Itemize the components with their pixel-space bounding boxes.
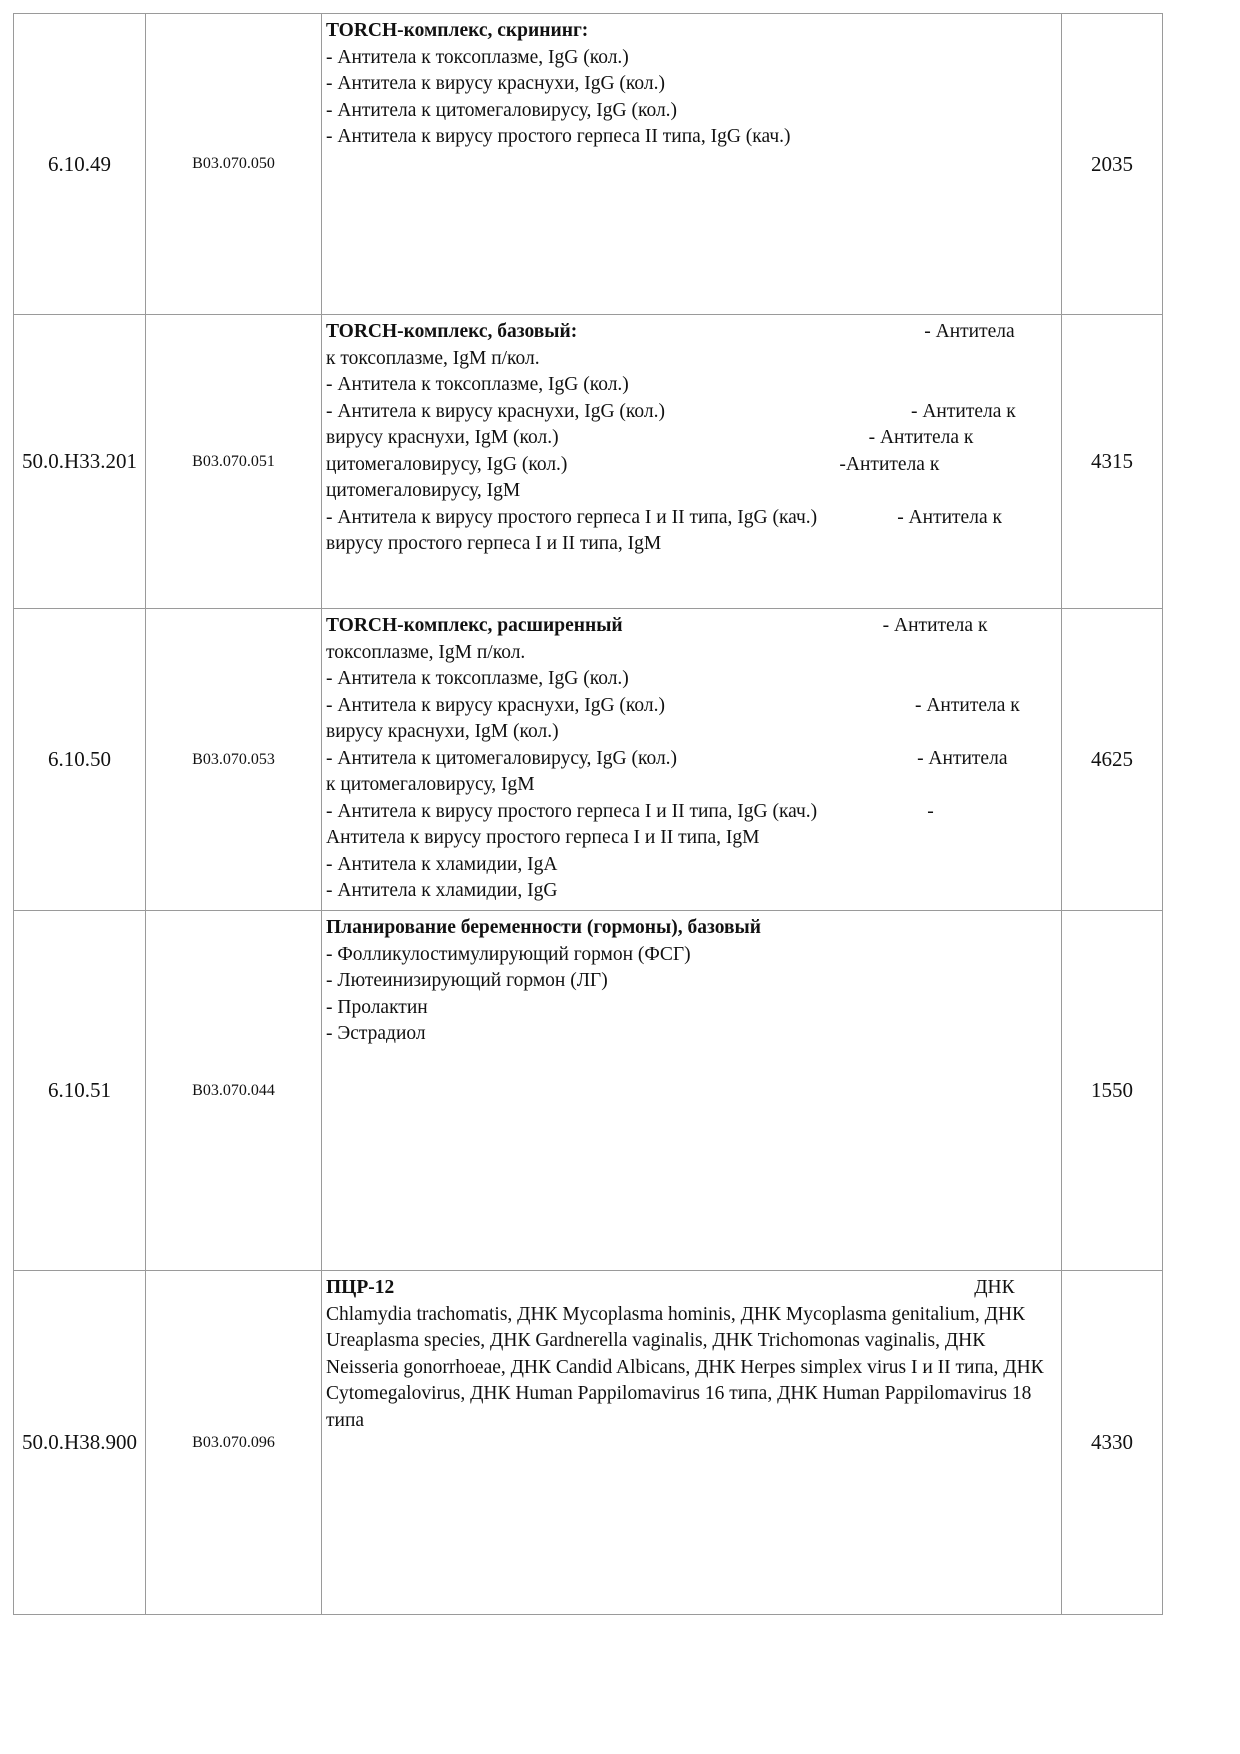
service-component: - Антитела к токсоплазме, IgG (кол.) xyxy=(326,46,629,68)
service-number: 6.10.50 xyxy=(14,609,146,911)
service-code: B03.070.096 xyxy=(146,1271,322,1615)
service-component: - Антитела к xyxy=(897,506,1002,528)
table-row xyxy=(14,911,1163,1271)
service-component: вирусу краснухи, IgM (кол.) xyxy=(326,721,559,742)
service-component: цитомегаловирусу, IgM xyxy=(326,480,521,501)
service-component: - Антитела к xyxy=(914,694,1020,716)
service-component: - Антитела xyxy=(924,321,1015,342)
service-component: - Антитела к вирусу простого герпеса II типа, IgG (кач.) xyxy=(326,126,791,147)
service-code: B03.070.044 xyxy=(146,911,322,1271)
service-price: 4625 xyxy=(1062,609,1163,911)
service-component: -Антитела к xyxy=(839,453,940,475)
service-description xyxy=(322,1271,1062,1615)
service-title: TORCH-комплекс, скрининг: xyxy=(326,20,589,41)
service-number: 6.10.51 xyxy=(14,911,146,1271)
service-component: - Антитела к вирусу краснухи, IgG (кол.) xyxy=(326,400,665,422)
service-price: 4330 xyxy=(1062,1271,1163,1615)
service-component: - Антитела к вирусу простого герпеса I и II типа, IgG (кач.) xyxy=(326,506,818,528)
service-description xyxy=(322,609,1062,911)
service-component: - Антитела к цитомегаловирусу, IgG (кол.) xyxy=(326,99,678,121)
service-component: - xyxy=(927,800,934,822)
service-title: ПЦР-12 xyxy=(326,1277,395,1298)
service-component: токсоплазме, IgM п/кол. xyxy=(326,641,526,663)
service-price: 4315 xyxy=(1062,315,1163,609)
service-code: B03.070.053 xyxy=(146,609,322,911)
service-code: B03.070.050 xyxy=(146,14,322,315)
service-code: B03.070.051 xyxy=(146,315,322,609)
service-component: вирусу простого герпеса I и II типа, IgM xyxy=(326,533,662,554)
service-number: 50.0.H33.201 xyxy=(14,315,146,609)
service-component: - Пролактин xyxy=(326,996,428,1018)
service-component: - Антитела к хламидии, IgA xyxy=(326,853,558,875)
table-row xyxy=(14,609,1163,911)
service-price: 1550 xyxy=(1062,911,1163,1271)
service-number: 50.0.H38.900 xyxy=(14,1271,146,1615)
service-component: - Эстрадиол xyxy=(326,1023,426,1044)
service-component: - Антитела к токсоплазме, IgG (кол.) xyxy=(326,668,629,689)
service-number: 6.10.49 xyxy=(14,14,146,315)
service-component: - Антитела к вирусу простого герпеса I и II типа, IgG (кач.) xyxy=(326,800,818,822)
service-component: - Антитела к хламидии, IgG xyxy=(326,880,558,901)
service-title: Планирование беременности (гормоны), базовый xyxy=(326,917,761,938)
service-description xyxy=(322,14,1062,315)
service-component: к цитомегаловирусу, IgM xyxy=(326,774,535,795)
service-component: - Антитела к вирусу краснухи, IgG (кол.) xyxy=(326,73,665,94)
service-component: ДНК xyxy=(974,1277,1015,1298)
table-row xyxy=(14,1271,1163,1615)
service-component: Антитела к вирусу простого герпеса I и II типа, IgM xyxy=(326,827,760,848)
service-title: TORCH-комплекс, базовый: xyxy=(326,321,578,342)
service-component: - Антитела к цитомегаловирусу, IgG (кол.) xyxy=(326,747,678,769)
price-list-table xyxy=(13,13,1163,1615)
service-description xyxy=(322,911,1062,1271)
service-component: - Антитела xyxy=(917,747,1008,769)
table-row xyxy=(14,14,1163,315)
table-row xyxy=(14,315,1163,609)
service-component: цитомегаловирусу, IgG (кол.) xyxy=(326,453,568,475)
service-component: - Лютеинизирующий гормон (ЛГ) xyxy=(326,970,608,991)
service-component: - Антитела к xyxy=(882,615,988,636)
service-component: - Антитела к xyxy=(868,427,974,448)
service-component: - Антитела к xyxy=(910,400,1016,422)
service-description xyxy=(322,315,1062,609)
service-component: - Фолликулостимулирующий гормон (ФСГ) xyxy=(326,943,691,965)
service-component: - Антитела к токсоплазме, IgG (кол.) xyxy=(326,374,629,395)
service-component: вирусу краснухи, IgM (кол.) xyxy=(326,427,559,448)
service-component: Chlamydia trachomatis, ДНК Mycoplasma hominis, ДНК Mycoplasma genitalium, ДНК Ureaplasma species, ДНК Gardnerella vaginalis, ДНК Trichomonas vaginalis, ДНК Neisseria gonorrhoeae, ДНК Candid Albicans, ДНК Herpes simplex virus I и II типа, ДНК Cytomegalovirus, ДНК Human Pappilomavirus 16 типа, ДНК Human Pappilomavirus 18 типа xyxy=(326,1303,1044,1431)
service-price: 2035 xyxy=(1062,14,1163,315)
service-component: - Антитела к вирусу краснухи, IgG (кол.) xyxy=(326,694,665,716)
service-title: TORCH-комплекс, расширенный xyxy=(326,615,623,636)
service-component: к токсоплазме, IgM п/кол. xyxy=(326,347,540,369)
